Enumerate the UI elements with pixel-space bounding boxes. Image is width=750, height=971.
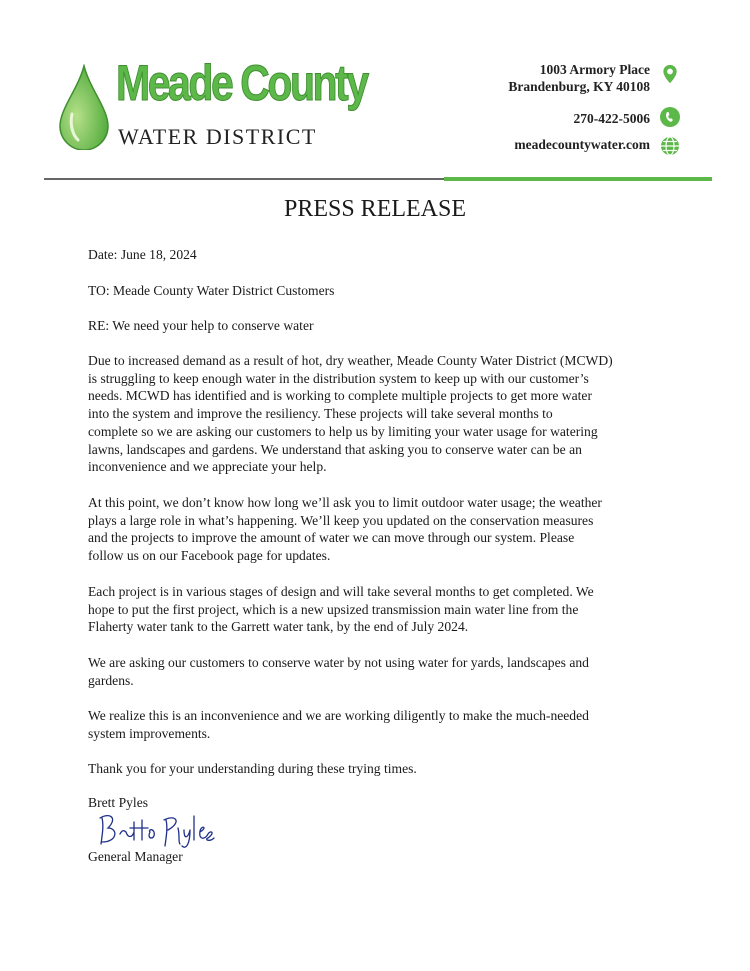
logo-title: Meade County <box>116 55 367 111</box>
paragraph-5 <box>88 707 688 742</box>
address-line-1: 1003 Armory Place <box>539 62 650 77</box>
header-divider-green <box>444 177 712 181</box>
address-line-2: Brandenburg, KY 40108 <box>508 79 650 94</box>
paragraph-3 <box>88 583 688 636</box>
address <box>508 61 650 95</box>
text-line: Due to increased demand as a result of hot, dry weather, Meade County Water District (MCWD) <box>88 353 613 368</box>
text-line: Thank you for your understanding during these trying times. <box>88 761 417 776</box>
globe-icon <box>660 136 680 156</box>
phone-icon <box>660 107 680 127</box>
text-line: needs. MCWD has identified and is working to complete multiple projects to get more water <box>88 388 592 404</box>
text-line: and the projects to improve the amount of water we can move through our system. Please <box>88 530 575 546</box>
text-line: lawns, landscapes and gardens. We understand that asking you to conserve water can be an <box>88 441 582 457</box>
paragraph-2 <box>88 494 688 565</box>
text-line: follow us on our Facebook page for updates. <box>88 548 331 564</box>
document-title: PRESS RELEASE <box>283 196 467 222</box>
company-logo <box>58 55 367 152</box>
phone-number: 270-422-5006 <box>573 111 650 126</box>
signature <box>96 808 216 850</box>
text-line: hope to put the first project, which is a new upsized transmission main water line from the <box>88 601 579 617</box>
water-drop-icon <box>58 64 110 150</box>
paragraph-6 <box>88 760 688 778</box>
logo-subtitle: WATER DISTRICT <box>118 124 317 149</box>
text-line: We are asking our customers to conserve water by not using water for yards, landscapes and <box>88 655 589 670</box>
text-line: inconvenience and we appreciate your help. <box>88 459 327 475</box>
text-line: system improvements. <box>88 725 211 741</box>
header-divider-gray <box>44 178 444 180</box>
text-line: is struggling to keep enough water in the distribution system to keep up with our customer’s <box>88 370 589 386</box>
text-line: Each project is in various stages of design and will take several months to get completed. We <box>88 584 594 599</box>
text-line: We realize this is an inconvenience and we are working diligently to make the much-needed <box>88 708 589 723</box>
website: meadecountywater.com <box>514 137 650 152</box>
to-line: TO: Meade County Water District Customers <box>88 283 335 298</box>
signer-name: Brett Pyles <box>88 795 149 810</box>
text-line: into the system and improve the resiliency. These projects will take several months to <box>88 406 553 422</box>
date-line: Date: June 18, 2024 <box>88 247 197 262</box>
text-line: gardens. <box>88 672 134 688</box>
text-line: complete so we are asking our customers to help us by limiting your water usage for watering <box>88 423 598 439</box>
signer-title: General Manager <box>88 849 183 864</box>
paragraph-1 <box>88 352 688 476</box>
text-line: At this point, we don’t know how long we’ll ask you to limit outdoor water usage; the weather <box>88 495 602 510</box>
re-line: RE: We need your help to conserve water <box>88 318 314 333</box>
paragraph-4 <box>88 654 688 689</box>
text-line: Flaherty water tank to the Garrett water tank, by the end of July 2024. <box>88 619 469 635</box>
text-line: plays a large role in what’s happening. We’ll keep you updated on the conservation measures <box>88 512 594 528</box>
location-pin-icon <box>660 64 680 84</box>
